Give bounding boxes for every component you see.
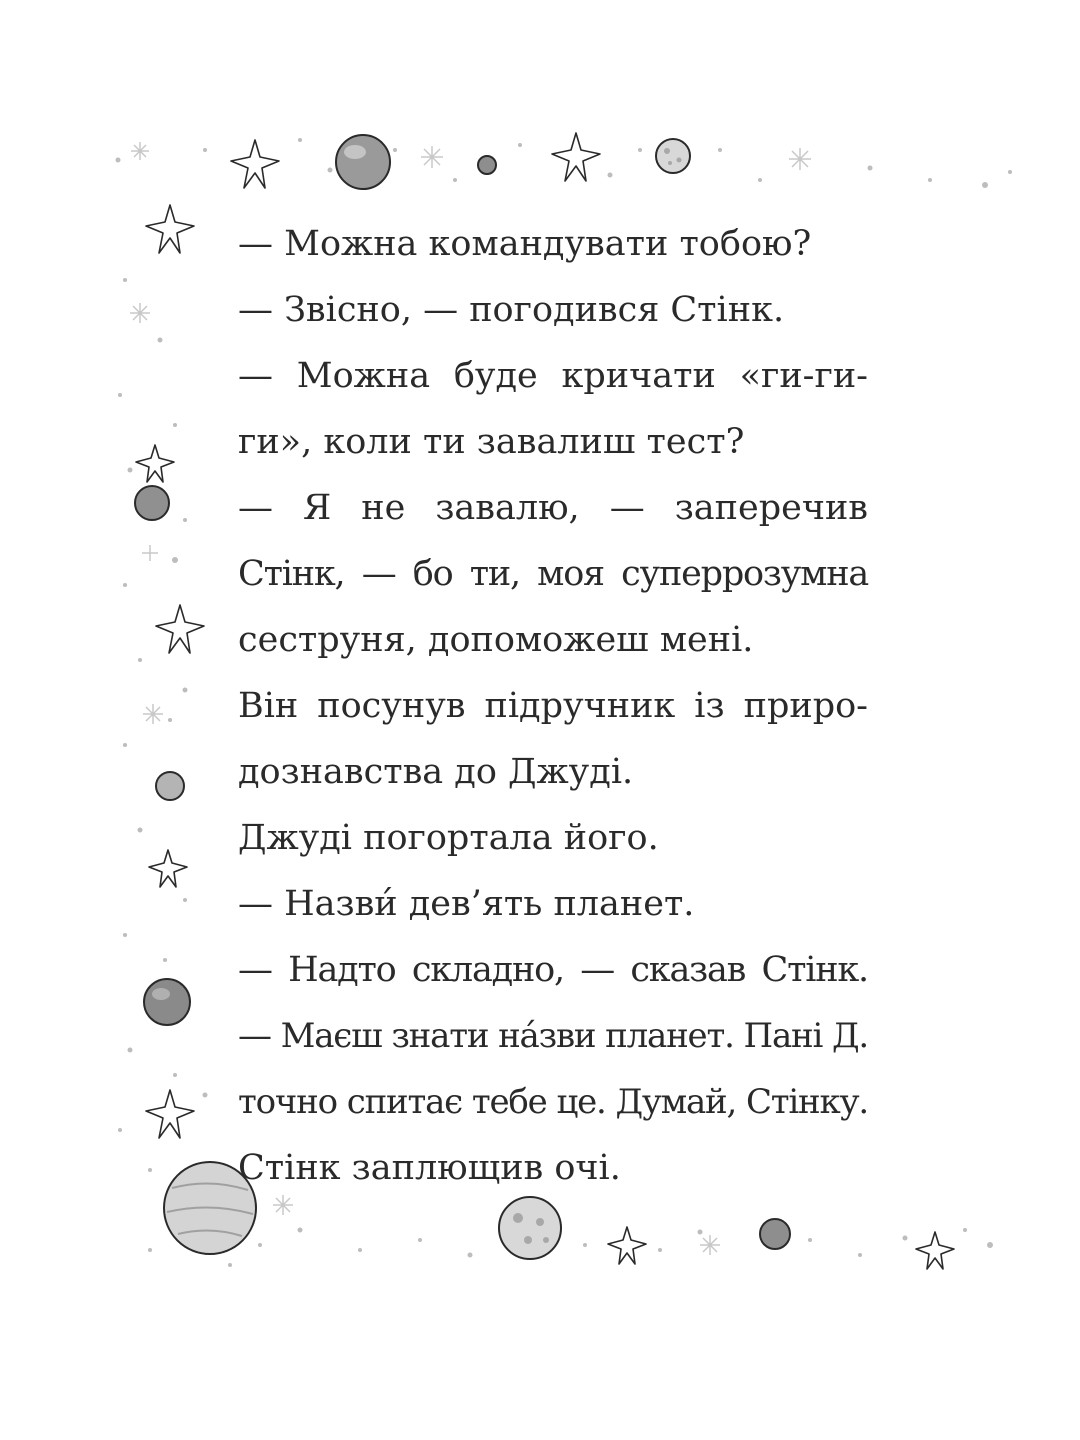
text-line: Він посунув підручник із приро- — [238, 686, 868, 726]
text-line: — Можна командувати тобою? — [238, 224, 812, 264]
text-line: — Надто складно, — сказав Стінк. — [238, 950, 868, 990]
star-icon — [916, 1232, 954, 1269]
star-icon — [231, 140, 279, 188]
star-icon — [136, 445, 174, 482]
star-icon — [608, 1227, 646, 1264]
text-line: — Можна буде кричати «ги-ги- — [238, 356, 868, 396]
star-icon — [156, 605, 204, 653]
text-line: дознавства до Джуді. — [238, 752, 634, 792]
planet-icon — [144, 979, 190, 1025]
star-icon — [146, 205, 194, 253]
text-line: точно спитає тебе це. Думай, Стінку. — [238, 1082, 868, 1122]
text-line: — Звісно, — погодився Стінк. — [238, 290, 785, 330]
text-line: Стінк, — бо ти, моя суперрозумна — [238, 554, 868, 594]
text-line: — Я не завалю, — заперечив — [238, 488, 868, 528]
star-icon — [552, 133, 600, 181]
planet-icon — [760, 1219, 790, 1249]
moon-icon — [499, 1197, 561, 1259]
text-line: — Назви́ дев’ять планет. — [238, 884, 695, 924]
text-line: Джуді погортала його. — [238, 818, 659, 858]
star-icon — [149, 850, 187, 887]
planet-icon — [336, 135, 390, 189]
planet-icon — [478, 156, 496, 174]
planet-icon — [156, 772, 184, 800]
star-icon — [146, 1090, 194, 1138]
planet-icon — [135, 486, 169, 520]
text-line: ги», коли ти завалиш тест? — [238, 422, 745, 462]
text-line: сеструня, допоможеш мені. — [238, 620, 754, 660]
moon-icon — [656, 139, 690, 173]
text-line: — Маєш знати на́зви планет. Пані Д. — [238, 1016, 868, 1056]
text-line: Стінк заплющив очі. — [238, 1148, 621, 1188]
